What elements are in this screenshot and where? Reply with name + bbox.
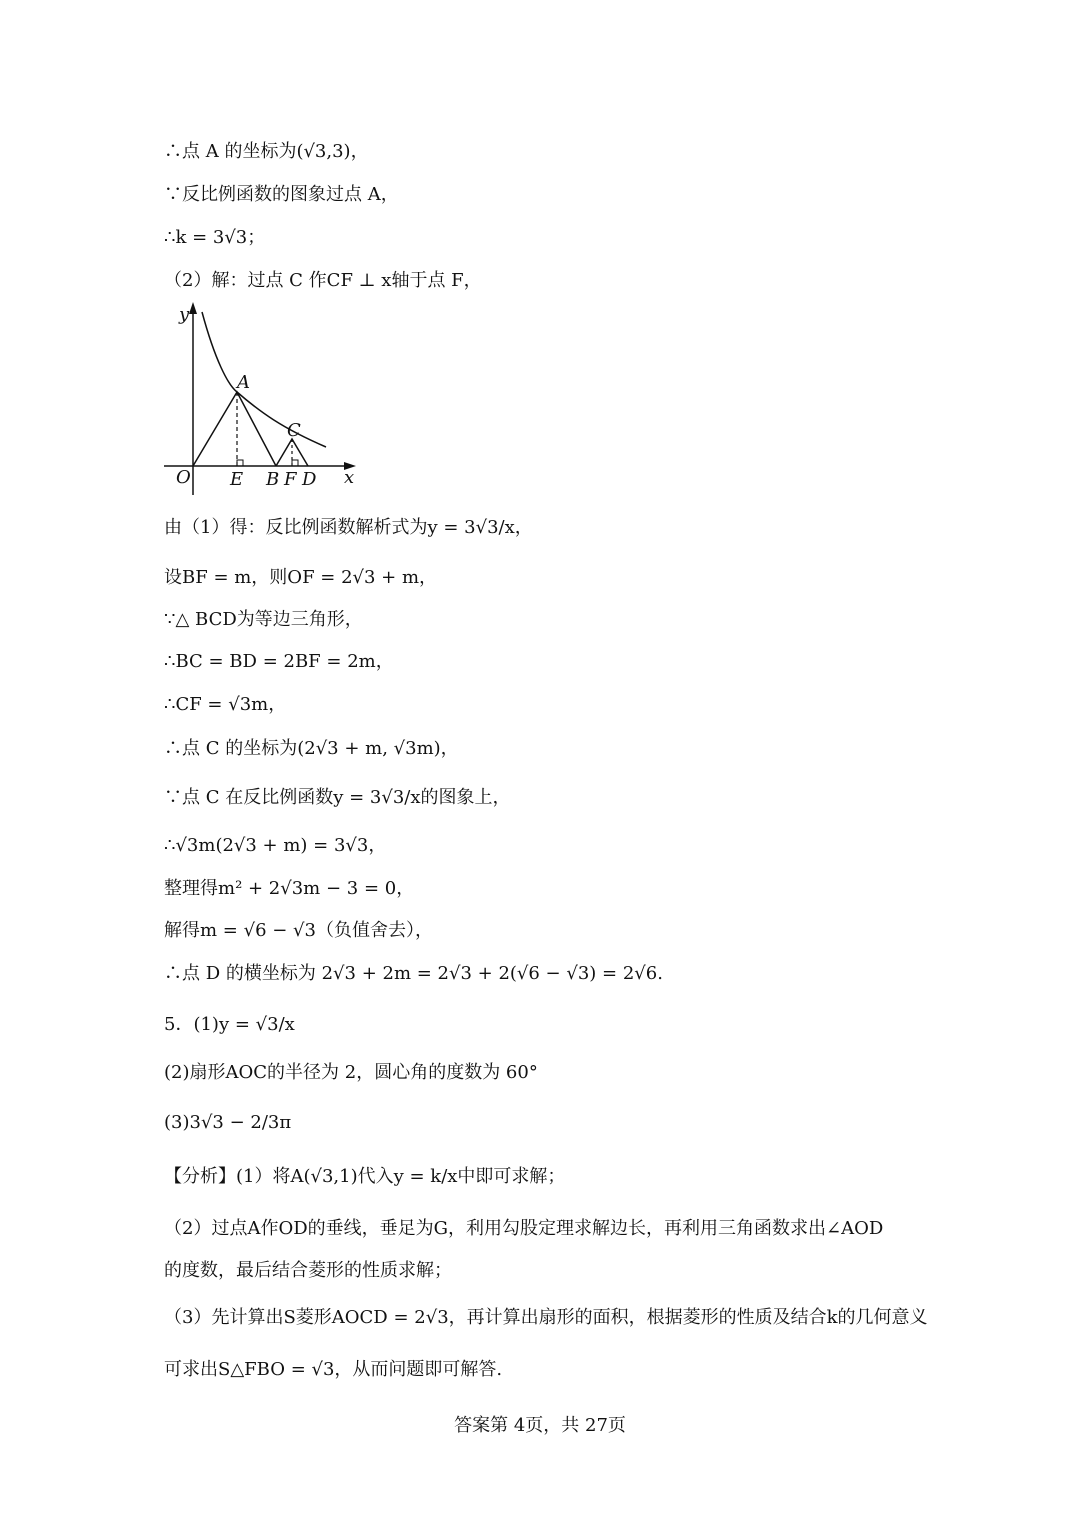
text-line: ∴k = 3√3； [164,227,266,248]
triangle-oab [193,392,276,466]
text-line: 解得m = √6 − √3（负值舍去）， [164,920,433,941]
label-x: x [344,467,355,488]
text-line: ∴BC = BD = 2BF = 2m， [164,651,394,672]
label-d: D [302,469,317,490]
text-line: ∴CF = √3m， [164,694,287,715]
answer-5-part-1: 5．(1)y = √3/x [164,1014,295,1035]
label-y: y [179,304,190,325]
text-line: ∴点 C 的坐标为(2√3 + m, √3m)， [164,738,459,759]
text-line: ∴点 A 的坐标为(√3,3)， [164,141,369,162]
label-a: A [237,372,250,393]
text-line: ∵△ BCD为等边三角形， [164,609,363,630]
analysis-line: 【分析】(1）将A(√3,1)代入y = k/x中即可求解； [164,1166,566,1187]
label-b: B [266,469,280,490]
hyperbola-curve [202,312,326,447]
text-line: ∴√3m(2√3 + m) = 3√3， [164,835,387,856]
text-line: ∴点 D 的横坐标为 2√3 + 2m = 2√3 + 2(√6 − √3) = 2√6. [164,963,663,984]
answer-5-part-3: (3)3√3 − 2/3π [164,1112,292,1133]
analysis-line: 可求出S△FBO = √3，从而问题即可解答. [164,1359,503,1380]
text-line: 设BF = m，则OF = 2√3 + m， [164,567,438,588]
answer-5-part-2: (2)扇形AOC的半径为 2，圆心角的度数为 60° [164,1062,538,1083]
label-f: F [284,469,297,490]
text-line: （2）解：过点 C 作CF ⊥ x轴于点 F， [164,270,482,291]
y-axis-arrow [189,302,197,314]
analysis-line: 的度数，最后结合菱形的性质求解； [164,1260,452,1281]
right-angle-f [292,460,298,466]
right-angle-e [237,460,243,466]
analysis-line: （3）先计算出S菱形AOCD = 2√3，再计算出扇形的面积，根据菱形的性质及结合k的几何意义 [164,1307,928,1328]
text-line: 由（1）得：反比例函数解析式为y = 3√3/x， [164,517,533,538]
analysis-line: （2）过点A作OD的垂线，垂足为G，利用勾股定理求解边长，再利用三角函数求出∠AOD [164,1218,884,1239]
label-e: E [230,469,244,490]
page-footer: 答案第 4页，共 27页 [454,1415,626,1436]
label-o: O [176,467,191,488]
hyperbola-diagram [160,300,370,500]
text-line: ∵反比例函数的图象过点 A， [164,184,399,205]
text-line: ∵点 C 在反比例函数y = 3√3/x的图象上， [164,787,511,808]
text-line: 整理得m² + 2√3m − 3 = 0， [164,878,415,899]
label-c: C [287,420,301,441]
